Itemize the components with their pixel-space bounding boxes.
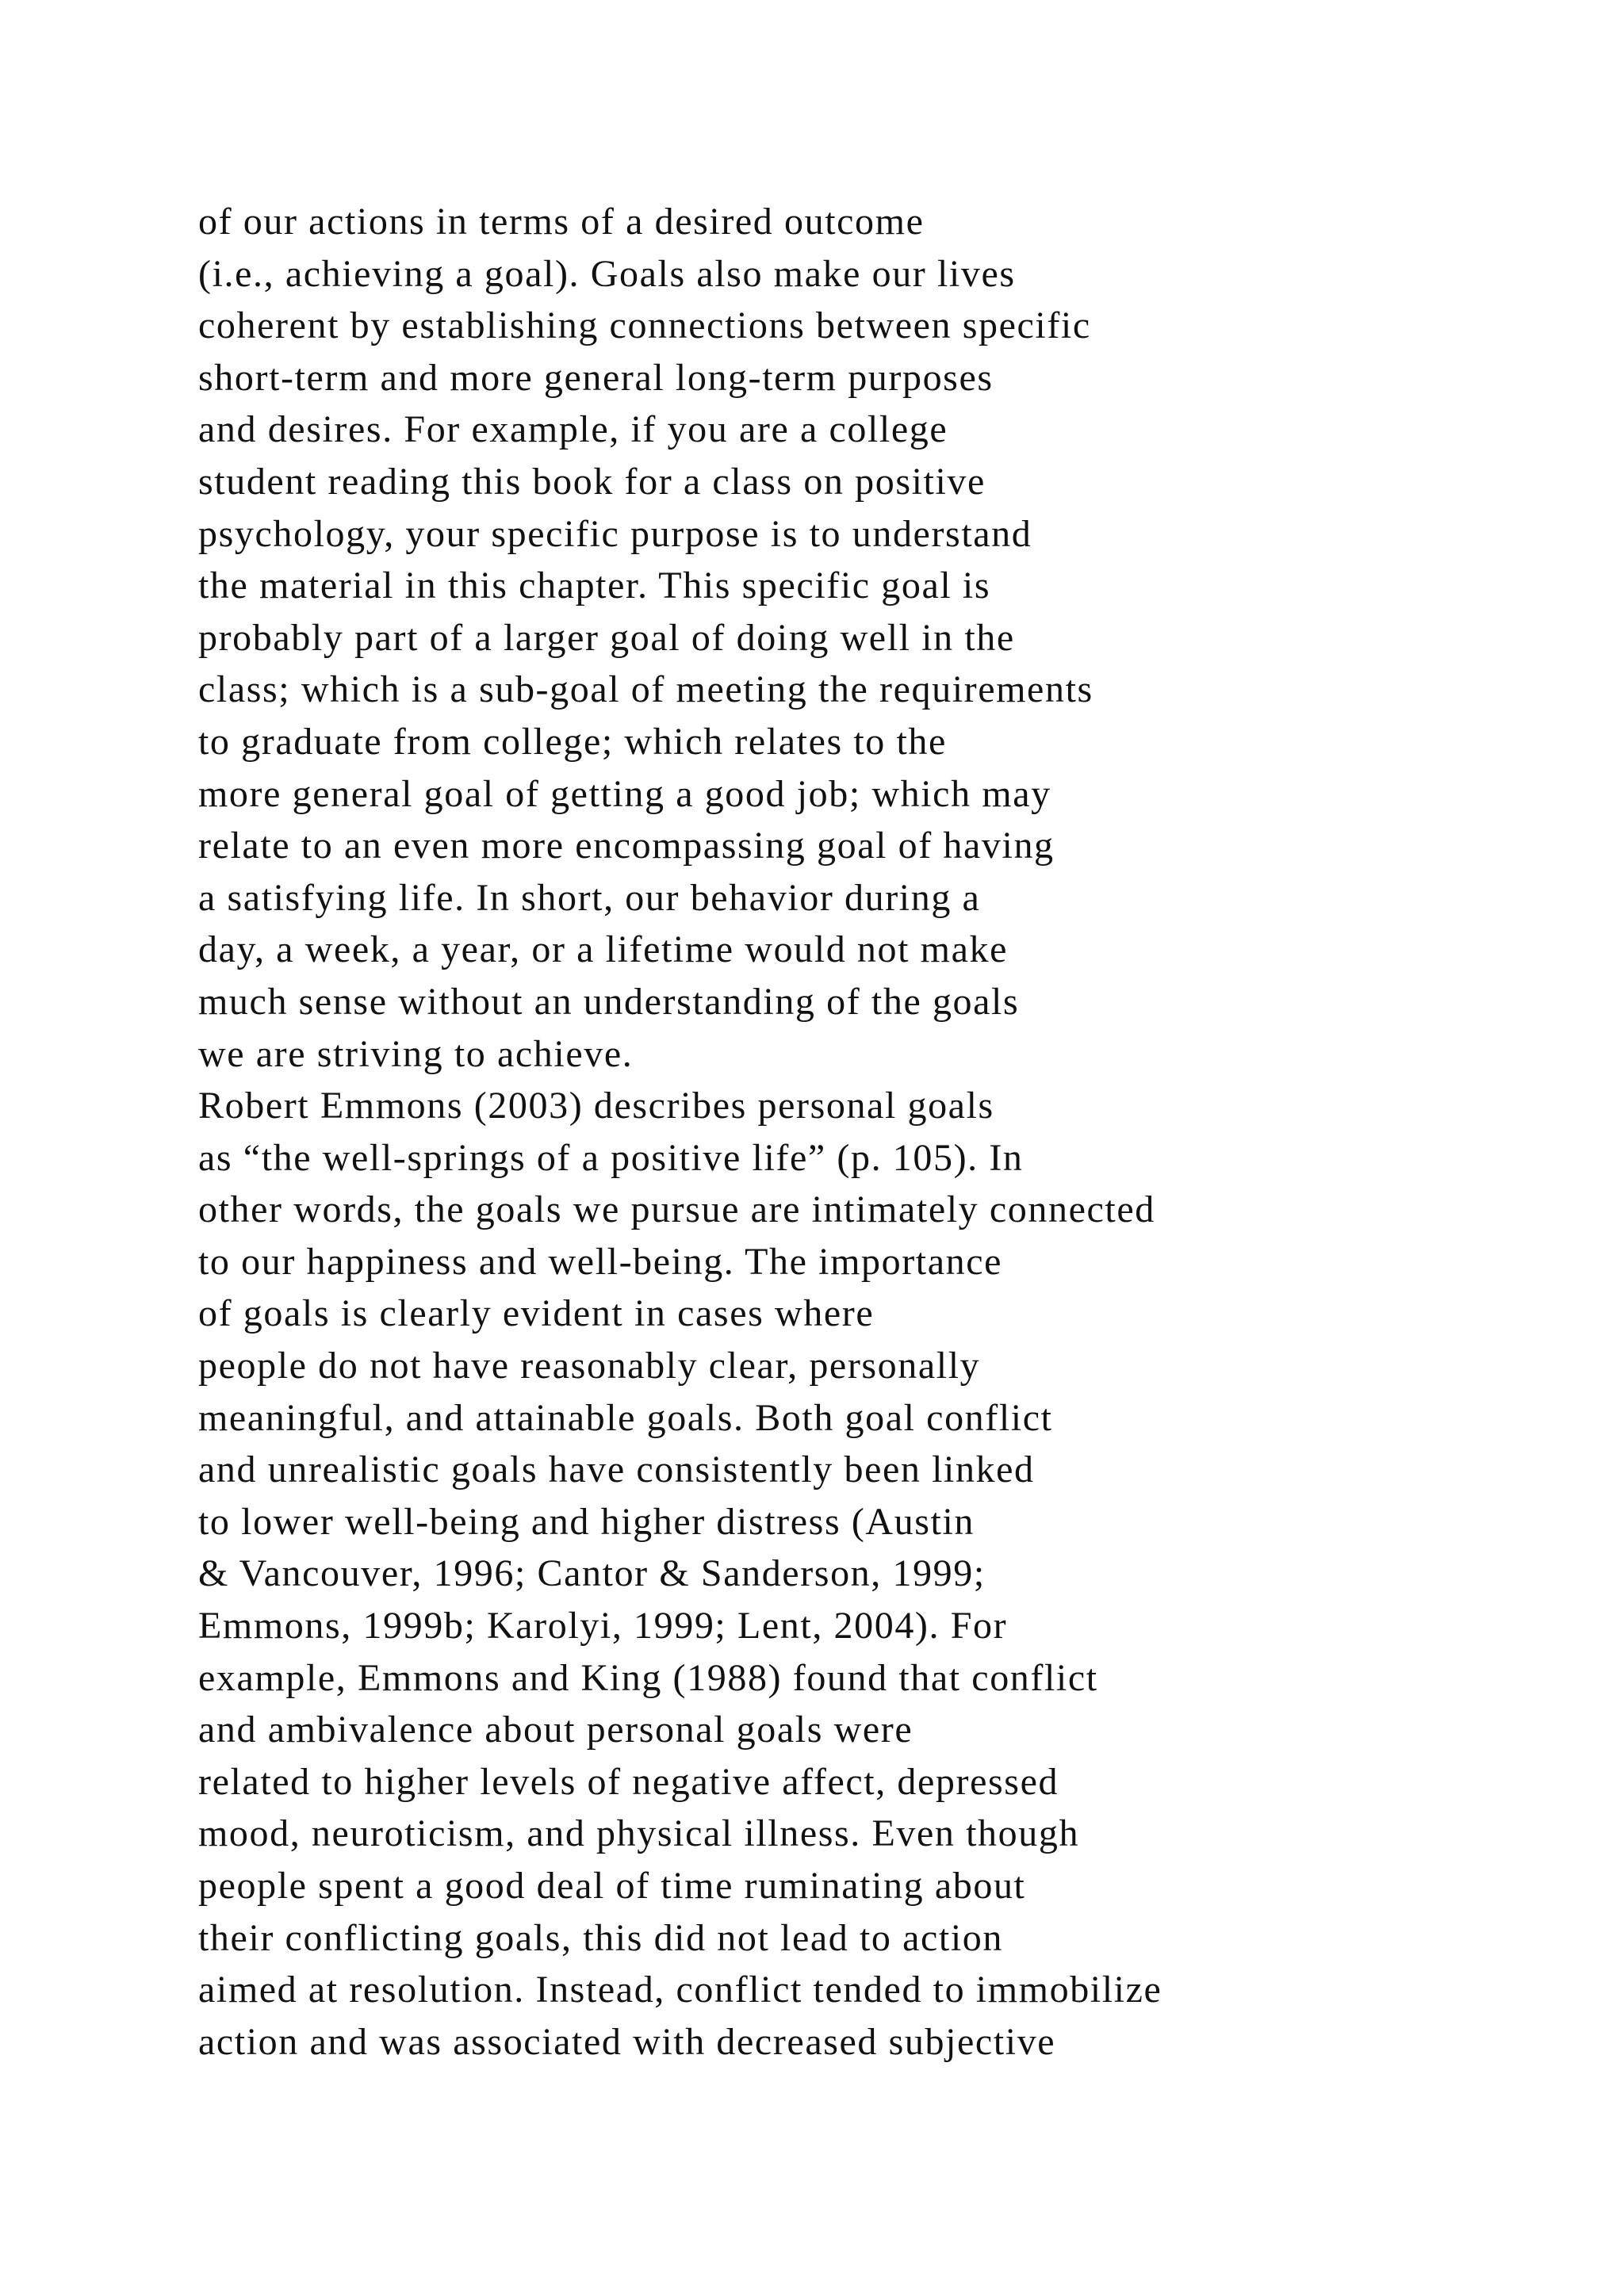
text-line: related to higher levels of negative affect, depressed (198, 1760, 1059, 1803)
text-line: and unrealistic goals have consistently been linked (198, 1448, 1035, 1491)
text-line: action and was associated with decreased subjective (198, 2020, 1056, 2063)
text-line: their conflicting goals, this did not lead to action (198, 1916, 1004, 1959)
text-line: to lower well-being and higher distress (Austin (198, 1500, 975, 1543)
text-line: & Vancouver, 1996; Cantor & Sanderson, 1999; (198, 1552, 986, 1595)
text-line: to graduate from college; which relates to the (198, 720, 947, 763)
text-line: psychology, your specific purpose is to understand (198, 512, 1032, 555)
text-line: more general goal of getting a good job; which may (198, 772, 1051, 815)
text-line: as “the well-springs of a positive life” (p. 105). In (198, 1136, 1024, 1179)
text-line: we are striving to achieve. (198, 1032, 634, 1075)
text-line: people do not have reasonably clear, personally (198, 1345, 981, 1387)
text-line: Robert Emmons (2003) describes personal goals (198, 1085, 994, 1127)
text-line: probably part of a larger goal of doing well in the (198, 616, 1015, 659)
text-line: example, Emmons and King (1988) found that conflict (198, 1656, 1098, 1699)
text-line: and ambivalence about personal goals were (198, 1709, 914, 1751)
text-line: Emmons, 1999b; Karolyi, 1999; Lent, 2004). For (198, 1605, 1008, 1647)
text-line: the material in this chapter. This specific goal is (198, 564, 991, 607)
text-line: of goals is clearly evident in cases where (198, 1292, 875, 1335)
text-line: people spent a good deal of time ruminating about (198, 1865, 1026, 1907)
text-line: mood, neuroticism, and physical illness. Even though (198, 1812, 1080, 1855)
text-line: to our happiness and well-being. The importance (198, 1240, 1003, 1283)
text-line: coherent by establishing connections between specific (198, 304, 1091, 347)
text-line: student reading this book for a class on positive (198, 460, 986, 503)
text-line: (i.e., achieving a goal). Goals also make our lives (198, 252, 1016, 295)
body-text (198, 196, 1594, 2068)
text-line: relate to an even more encompassing goal of having (198, 825, 1055, 867)
text-line: a satisfying life. In short, our behavior during a (198, 876, 981, 919)
text-line: and desires. For example, if you are a college (198, 408, 948, 451)
text-line: day, a week, a year, or a lifetime would not make (198, 928, 1008, 971)
text-line: class; which is a sub-goal of meeting the requirements (198, 668, 1094, 711)
text-line: other words, the goals we pursue are intimately connected (198, 1188, 1155, 1231)
text-line: of our actions in terms of a desired outcome (198, 201, 925, 243)
text-line: short-term and more general long-term purposes (198, 356, 994, 399)
text-line: aimed at resolution. Instead, conflict tended to immobilize (198, 1969, 1162, 2011)
text-line: meaningful, and attainable goals. Both goal conflict (198, 1396, 1053, 1439)
text-line: much sense without an understanding of the goals (198, 980, 1020, 1023)
